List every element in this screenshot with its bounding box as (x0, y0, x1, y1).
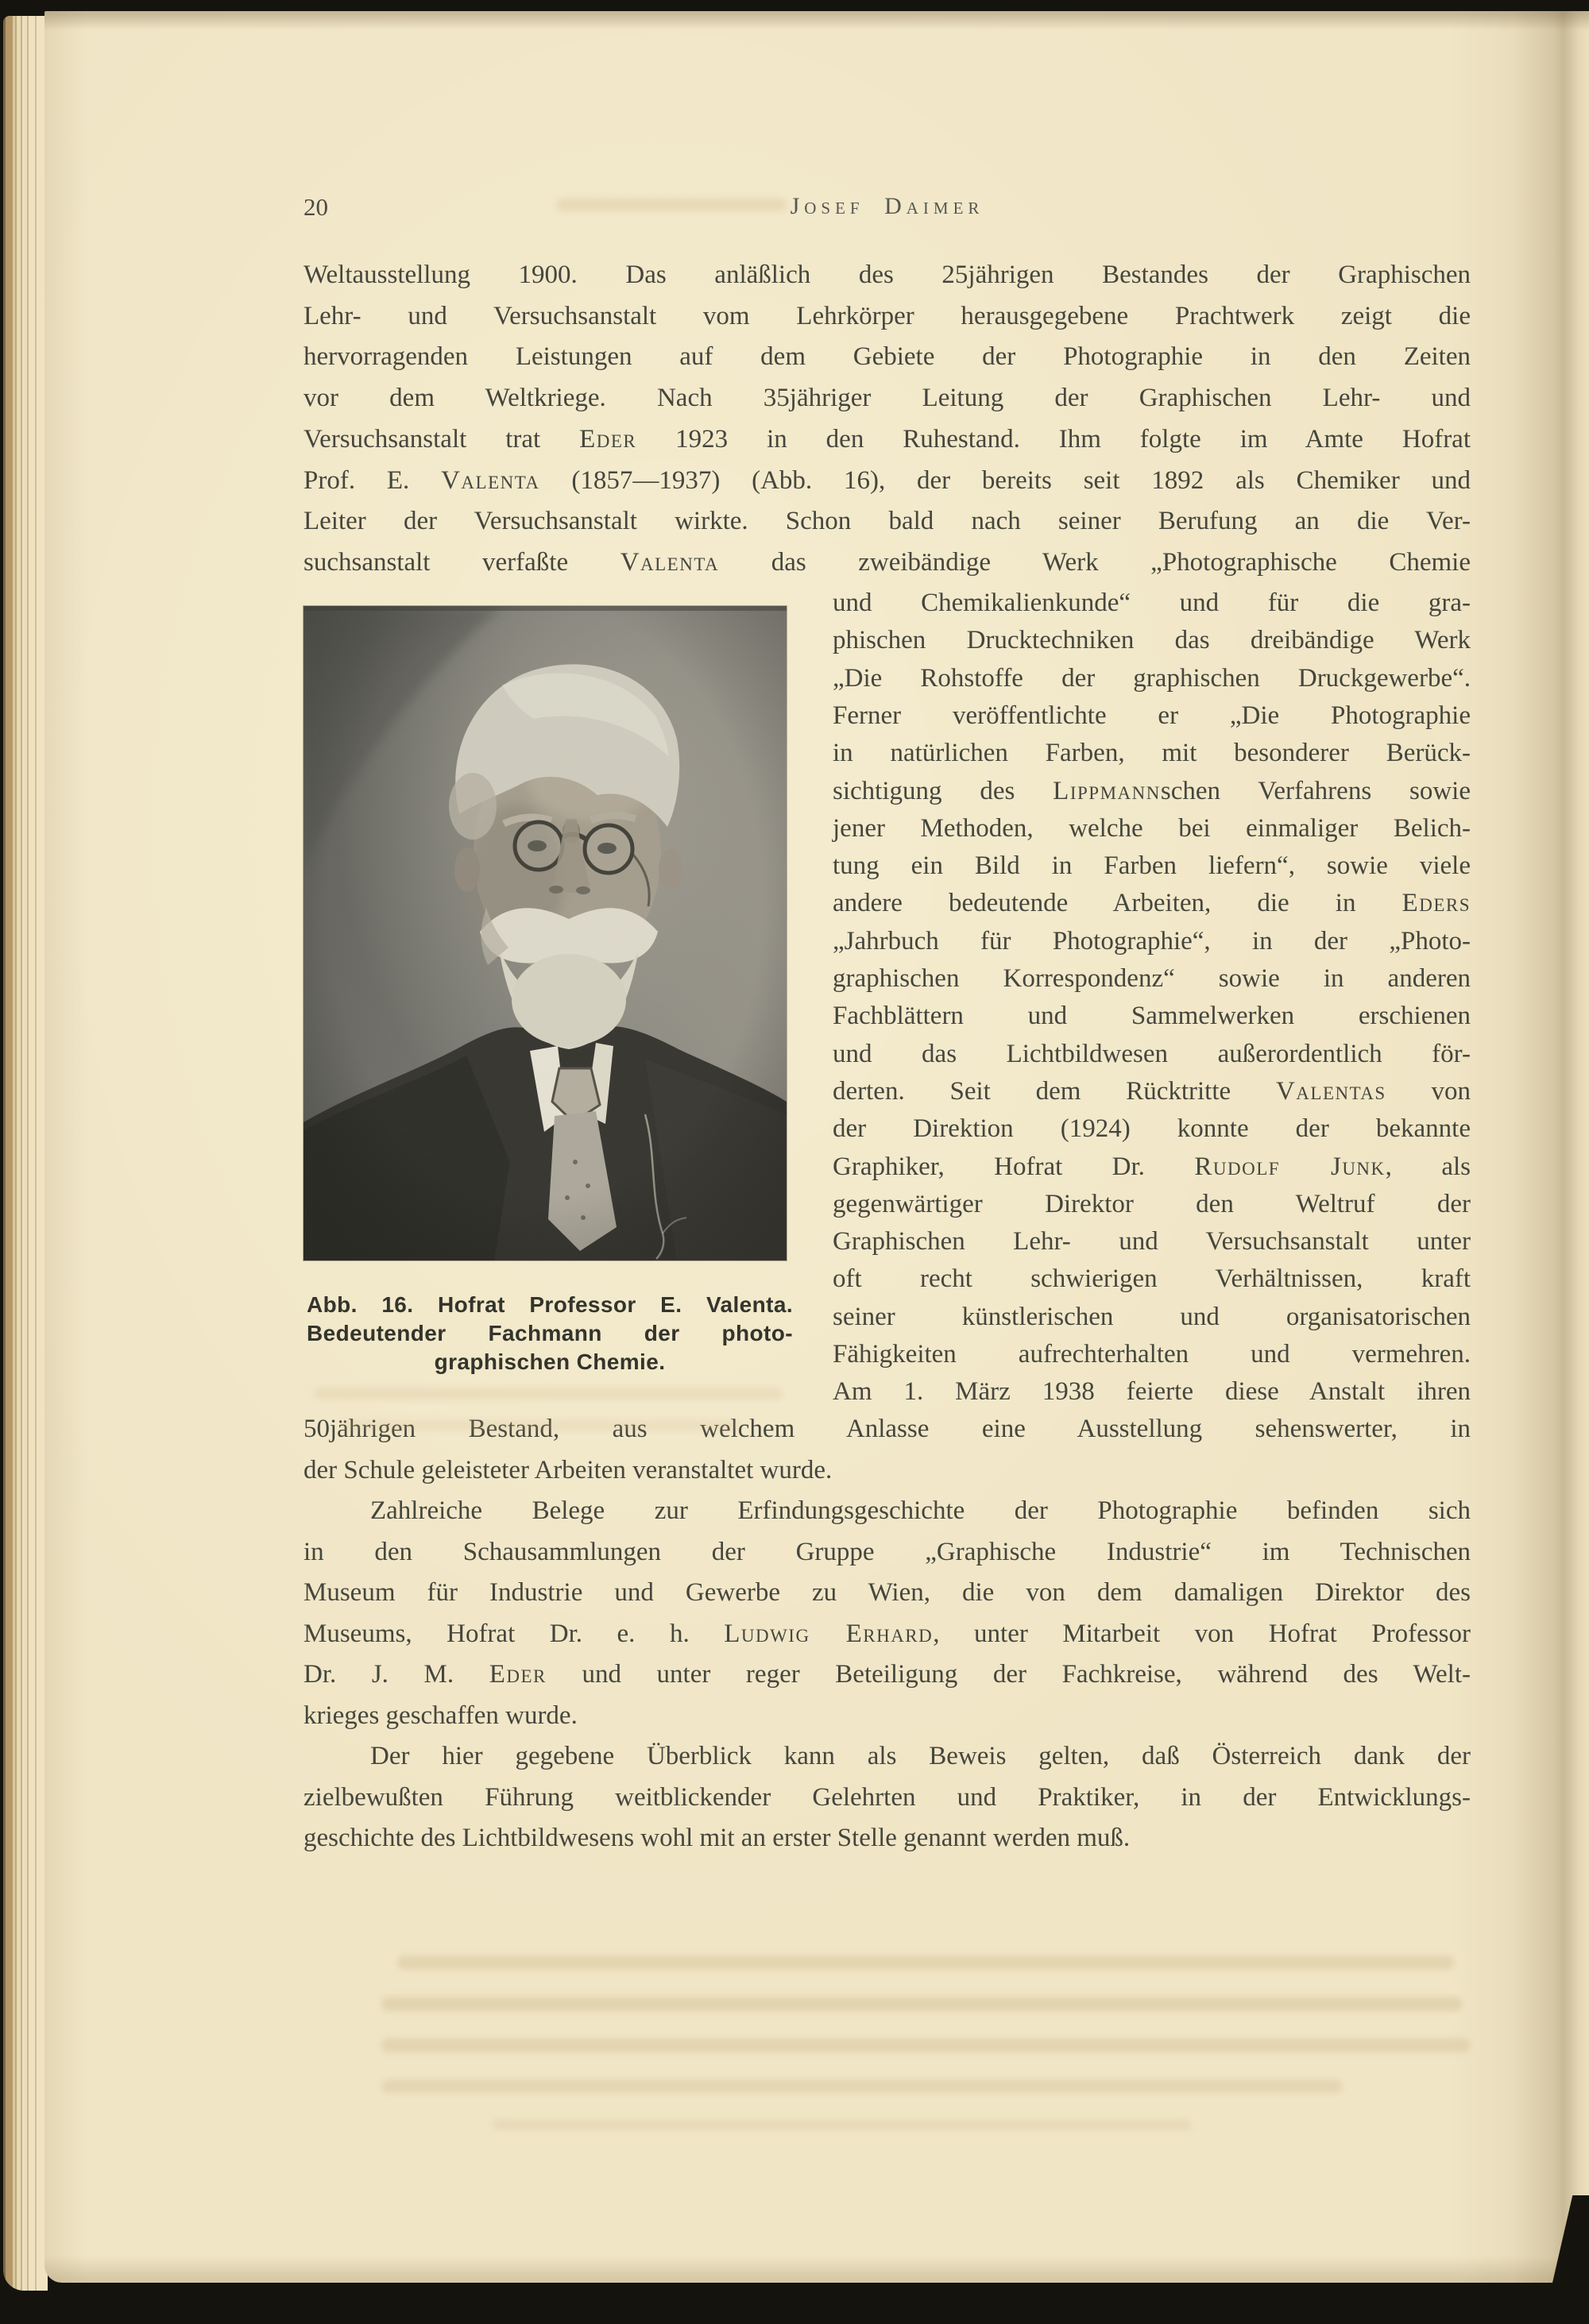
text-line (303, 1735, 1471, 1778)
text-segment: gegenwärtiger Direktor den Weltruf der (833, 1189, 1471, 1218)
text-segment: jener Methoden, welche bei einmaliger Belich- (833, 813, 1471, 843)
ghost-smudge (556, 199, 787, 211)
text-line (833, 1371, 1471, 1413)
text-segment: Museum für Industrie und Gewerbe zu Wien, die von dem damaligen Direktor des (303, 1578, 1471, 1607)
text-segment: phischen Drucktechniken das dreibändige Werk (833, 626, 1471, 655)
text-segment: zielbewußten Führung weitblickender Gelehrten und Praktiker, in der Entwicklungs- (303, 1782, 1471, 1812)
text-line (303, 1572, 1471, 1614)
ghost-smudge (381, 2079, 1343, 2093)
text-line (833, 921, 1471, 963)
figure-caption-line: graphischen Chemie. (434, 1349, 666, 1374)
text-segment: seiner künstlerischen und organisatorischen (833, 1302, 1471, 1331)
text-segment: Weltausstellung 1900. Das anläßlich des 25jährigen Bestandes der Graphischen (303, 261, 1471, 289)
text-line (833, 1108, 1471, 1150)
running-head: Josef Daimer (790, 193, 984, 219)
small-caps-name: Valenta (441, 465, 540, 495)
text-segment: und Chemikalienkunde“ und für die gra- (833, 589, 1471, 617)
text-segment: der Schule geleisteter Arbeiten veranstaltet wurde. (303, 1455, 833, 1484)
text-segment: Fachblättern und Sammelwerken erschienen (833, 1002, 1471, 1031)
text-line (303, 1450, 1471, 1492)
text-segment: hervorragenden Leistungen auf dem Gebiete der Photographie in den Zeiten (303, 342, 1471, 372)
text-line (303, 254, 1471, 296)
ghost-smudge (493, 2119, 1192, 2130)
text-line (833, 732, 1471, 774)
text-line (833, 808, 1471, 850)
text-segment: 1923 in den Ruhestand. Ihm folgte im Amte Hofrat (636, 424, 1471, 454)
ghost-smudge (397, 1955, 1454, 1970)
text-line (833, 695, 1471, 737)
text-line (303, 542, 1471, 584)
text-segment: derten. Seit dem Rücktritte (833, 1076, 1276, 1106)
text-line (833, 1183, 1471, 1226)
text-line (833, 1071, 1471, 1113)
small-caps-name: Rudolf Junk (1194, 1152, 1386, 1181)
text-segment: von (1386, 1076, 1471, 1106)
portrait-photo (303, 606, 787, 1260)
text-line (833, 1258, 1471, 1300)
figure-caption-line: Abb. 16. Hofrat Professor E. Valenta. (307, 1292, 793, 1317)
text-line (303, 377, 1471, 419)
text-line (833, 995, 1471, 1037)
small-caps-name: Eder (489, 1660, 547, 1689)
text-segment: Fähigkeiten aufrechterhalten und vermehren. (833, 1340, 1471, 1369)
valenta-portrait-illustration (303, 606, 787, 1260)
page-number: 20 (303, 193, 328, 221)
text-segment: und das Lichtbildwesen außerordentlich för- (833, 1039, 1471, 1068)
text-segment: Dr. J. M. (303, 1660, 489, 1689)
text-line (833, 1033, 1471, 1075)
text-segment: und unter reger Beteiligung der Fachkreise, während des Welt- (546, 1660, 1471, 1689)
text-segment: krieges geschaffen wurde. (303, 1701, 578, 1730)
small-caps-name: Eders (1401, 889, 1471, 918)
text-line (833, 1146, 1471, 1188)
ghost-smudge (381, 1997, 1462, 2011)
text-line (833, 1334, 1471, 1376)
figure-caption-line: Bedeutender Fachmann der photo- (307, 1321, 793, 1345)
text-segment: graphischen Korrespondenz“ sowie in anderen (833, 964, 1471, 993)
text-line (303, 1613, 1471, 1655)
text-segment: suchsanstalt verfaßte (303, 547, 621, 577)
text-segment: , als (1385, 1152, 1471, 1181)
text-line (833, 1296, 1471, 1338)
text-segment: „Jahrbuch für Photographie“, in der „Photo- (833, 926, 1471, 955)
text-line (303, 336, 1471, 378)
text-segment: vor dem Weltkriege. Nach 35jähriger Leitung der Graphischen Lehr- und (303, 384, 1471, 413)
small-caps-name: Eder (579, 424, 637, 454)
text-segment: in natürlichen Farben, mit besonderer Berück- (833, 739, 1471, 768)
text-segment: andere bedeutende Arbeiten, die in (833, 889, 1402, 918)
text-line (833, 845, 1471, 887)
text-segment: tung ein Bild in Farben liefern“, sowie viele (833, 851, 1471, 881)
text-segment: Graphiker, Hofrat Dr. (833, 1152, 1195, 1181)
text-segment: geschichte des Lichtbildwesens wohl mit an erster Stelle genannt werden muß. (303, 1824, 1131, 1852)
ghost-smudge (314, 1388, 783, 1399)
text-segment: Zahlreiche Belege zur Erfindungsgeschichte der Photographie befinden sich (370, 1496, 1471, 1525)
text-line (303, 1695, 1471, 1737)
small-caps-name: Lippmann (1053, 776, 1161, 805)
text-line (303, 500, 1471, 542)
text-segment: sichtigung des (833, 776, 1054, 805)
text-segment: in den Schausammlungen der Gruppe „Graphische Industrie“ im Technischen (303, 1537, 1471, 1566)
text-line (833, 958, 1471, 1000)
text-segment: der Direktion (1924) konnte der bekannte (833, 1114, 1471, 1144)
text-segment: Lehr- und Versuchsanstalt vom Lehrkörper herausgegebene Prachtwerk zeigt die (303, 301, 1471, 330)
text-line (303, 460, 1471, 502)
text-line (833, 770, 1471, 813)
text-segment: Prof. E. (303, 465, 442, 495)
text-segment: Graphischen Lehr- und Versuchsanstalt unter (833, 1227, 1471, 1257)
text-line (833, 658, 1471, 700)
text-segment: , unter Mitarbeit von Hofrat Professor (933, 1619, 1471, 1648)
text-line (303, 1654, 1471, 1696)
text-segment: Versuchsanstalt trat (303, 424, 580, 454)
ghost-smudge (381, 2038, 1470, 2052)
small-caps-name: Valenta (620, 547, 720, 577)
text-line (833, 620, 1471, 662)
text-line (303, 419, 1471, 461)
text-segment: schen Verfahrens sowie (1160, 776, 1471, 805)
text-segment: das zweibändige Werk „Photographische Chemie (719, 547, 1471, 577)
text-segment: oft recht schwierigen Verhältnissen, kraft (833, 1264, 1471, 1294)
text-line (303, 1531, 1471, 1573)
text-line (303, 295, 1471, 338)
small-caps-name: Valentas (1275, 1076, 1386, 1106)
small-caps-name: Ludwig Erhard (724, 1619, 934, 1648)
text-line (303, 1817, 1471, 1859)
text-line (833, 582, 1471, 624)
text-segment: Museums, Hofrat Dr. e. h. (303, 1619, 725, 1648)
text-segment: „Die Rohstoffe der graphischen Druckgewerbe“. (833, 663, 1471, 693)
page-edge-stack (3, 16, 48, 2291)
text-segment: Ferner veröffentlichte er „Die Photographie (833, 701, 1471, 730)
text-line (303, 1777, 1471, 1819)
text-segment: Am 1. März 1938 feierte diese Anstalt ihren (833, 1377, 1471, 1407)
text-segment: 50jährigen Bestand, aus welchem Anlasse eine Ausstellung sehenswerter, in (303, 1415, 1471, 1443)
text-segment: Der hier gegebene Überblick kann als Beweis gelten, daß Österreich dank der (370, 1742, 1471, 1770)
ghost-smudge (342, 1420, 739, 1430)
text-segment: (1857—1937) (Abb. 16), der bereits seit 1892 als Chemiker und (539, 465, 1471, 495)
text-line (833, 882, 1471, 925)
text-line (833, 1221, 1471, 1263)
text-segment: Leiter der Versuchsanstalt wirkte. Schon bald nach seiner Berufung an die Ver- (303, 507, 1471, 536)
text-line (303, 1490, 1471, 1532)
